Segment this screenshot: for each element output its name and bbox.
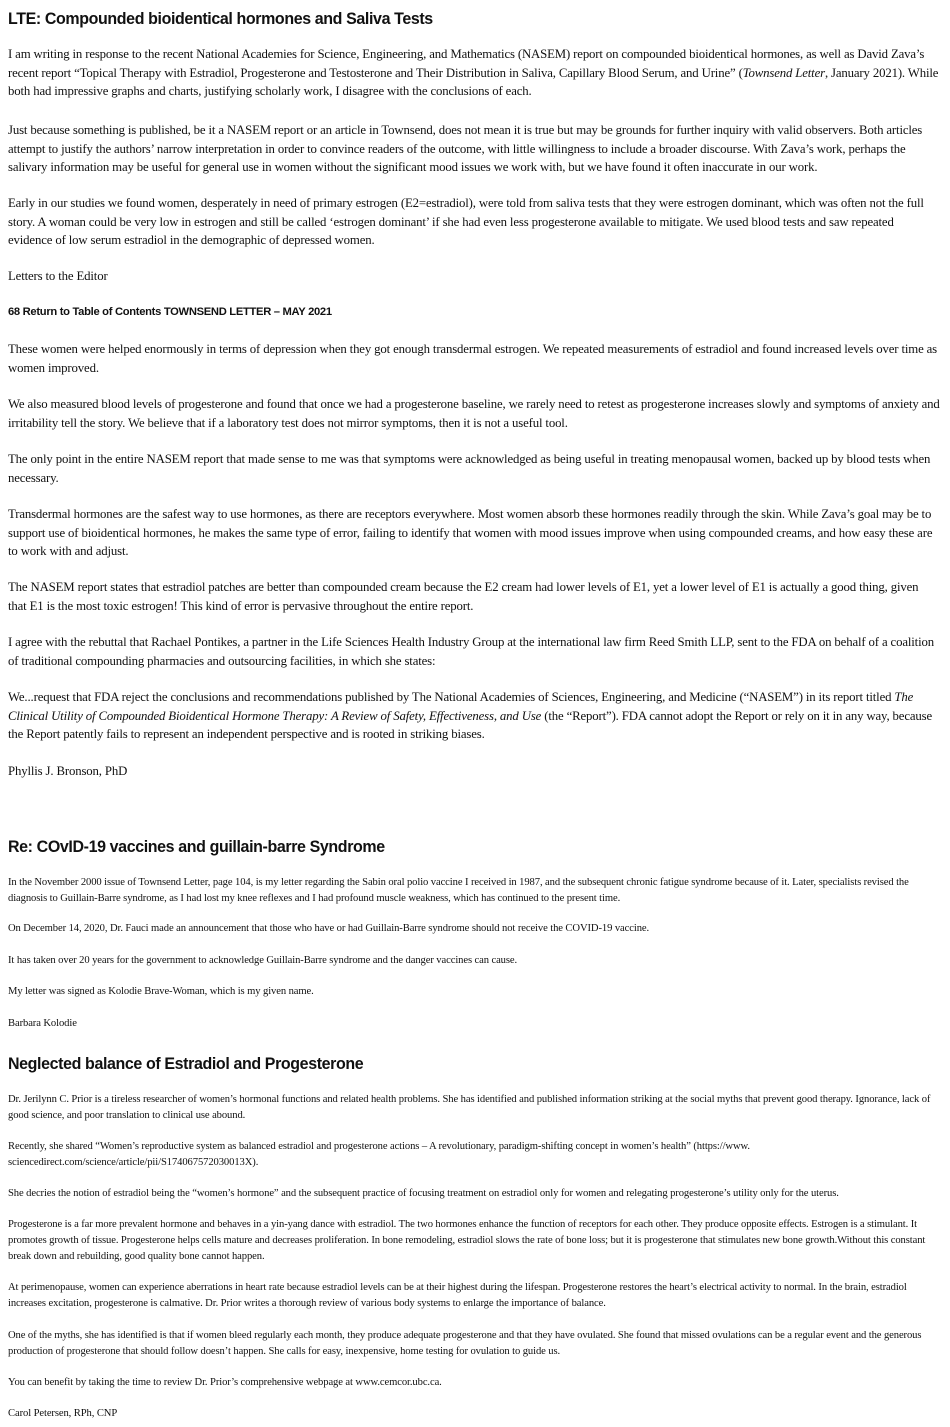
article3-paragraph-3: She decries the notion of estradiol being the “women’s hormone” and the subsequent practice of focusing treatment on estradiol only for women and relegating progesterone’s utility only for the uterus.: [8, 1188, 839, 1199]
article1-paragraph-5: We also measured blood levels of progesterone and found that once we had a progesterone baseline, we rarely need to retest as progesterone increases slowly and symptoms of anxiety and irritability tell the story. We believe that if a laboratory test does not mirror symptoms, then it is not a useful tool.: [8, 397, 940, 430]
article1-quote-italic: The Clinical Utility of Compounded Bioidentical Hormone Therapy: A Review of Safety, Effectiveness, and Use: [8, 690, 914, 723]
article1-paragraph-9: I agree with the rebuttal that Rachael Pontikes, a partner in the Life Sciences Health Industry Group at the international law firm Reed Smith LLP, sent to the FDA on behalf of a coalition of traditional compounding pharmacies and outsourcing facilities, in which she states:: [8, 635, 934, 668]
article1-paragraph-8: The NASEM report states that estradiol patches are better than compounded cream because the E2 cream had lower levels of E1, yet a lower level of E1 is actually a good thing, given that E1 is the most toxic estrogen! This kind of error is pervasive throughout the entire report.: [8, 580, 919, 613]
article3-paragraph-2: Recently, she shared “Women’s reproductive system as balanced estradiol and progesterone actions – A revolutionary, paradigm-shifting concept in women’s health” (https://www. sciencedirect.com/science/article/pii/S174067572030013X).: [8, 1141, 750, 1168]
article1-p1-text-a: I am writing in response to the recent National Academies for Science, Engineering, and Mathematics (NASEM) report on compounded bioidentical hormones, as well as David Zava’s recent report “Topical Therapy with Estradiol, Progesterone and Testosterone and Their Distribution in Saliva, Capillary Blood Serum, and Urine” (: [8, 47, 925, 80]
article1-quote: [8, 688, 940, 744]
article3-title: Neglected balance of Estradiol and Progesterone: [8, 1054, 364, 1073]
article1-paragraph-3: Early in our studies we found women, desperately in need of primary estrogen (E2=estradiol), were told from saliva tests that they were estrogen dominant, which was often not the full story. A woman could be very low in estrogen and still be called ‘estrogen dominant’ if she had even less progesterone available to mitigate. We used blood tests and saw repeated evidence of low serum estradiol in the demographic of depressed women.: [8, 196, 924, 247]
article1-paragraph-7: Transdermal hormones are the safest way to use hormones, as there are receptors everywhere. Most women absorb these hormones readily through the skin. While Zava’s goal may be to support use of bioidentical hormones, he makes the same type of error, failing to identify that women with mood issues improve when using compounded creams, and how easy these are to work with and adjust.: [8, 507, 933, 558]
article3-signature: Carol Petersen, RPh, CNP: [8, 1408, 118, 1419]
article2-title: Re: COvID-19 vaccines and guillain-barre Syndrome: [8, 837, 385, 856]
page-footer-bar: 68 Return to Table of Contents TOWNSEND LETTER – MAY 2021: [8, 306, 332, 318]
article3-paragraph-1: Dr. Jerilynn C. Prior is a tireless researcher of women’s hormonal functions and related health problems. She has identified and published information striking at the social myths that prevent good therapy. Ignorance, lack of good science, and poor translation to clinical use abound.: [8, 1094, 931, 1121]
article1-p1-text-b: , January 2021). While both had impressive graphs and charts, justifying scholarly work, I disagree with the conclusions of each.: [8, 65, 939, 98]
article1-paragraph-2: Just because something is published, be it a NASEM report or an article in Townsend, does not mean it is true but may be grounds for further inquiry with valid observers. Both articles attempt to justify the authors’ narrow interpretation in order to convince readers of the outcome, with little willingness to include a broader discourse. With Zava’s work, perhaps the salivary information may be useful for general use in women without the significant mood issues we work with, but we have found it often inaccurate in our work.: [8, 123, 923, 174]
article3-paragraph-7: You can benefit by taking the time to review Dr. Prior’s comprehensive webpage at www.cemcor.ubc.ca.: [8, 1377, 442, 1388]
article1-paragraph-6: The only point in the entire NASEM report that made sense to me was that symptoms were acknowledged as being useful in treating menopausal women, backed up by blood tests when necessary.: [8, 452, 931, 485]
article1-title: LTE: Compounded bioidentical hormones and Saliva Tests: [8, 9, 433, 28]
article2-signature: Barbara Kolodie: [8, 1018, 77, 1029]
article2-paragraph-4: My letter was signed as Kolodie Brave-Woman, which is my given name.: [8, 986, 314, 997]
article3-paragraph-6: One of the myths, she has identified is that if women bleed regularly each month, they produce adequate progesterone and that they have ovulated. She found that missed ovulations can be a regular event and the generous production of progesterone that should follow doesn’t happen. She calls for easy, inexpensive, home testing for ovulation to guide us.: [8, 1330, 922, 1357]
article3-paragraph-5: At perimenopause, women can experience aberrations in heart rate because estradiol levels can be at their highest during the lifespan. Progesterone restores the heart’s electrical activity to normal. In the brain, estradiol increases excitation, progesterone is calmative. Dr. Prior writes a thorough review of various body systems to enlarge the importance of balance.: [8, 1282, 907, 1309]
article3-paragraph-4: Progesterone is a far more prevalent hormone and behaves in a yin-yang dance with estradiol. The two hormones enhance the function of receptors for each other. They produce opposite effects. Estrogen is a stimulant. It promotes growth of tissue. Progesterone helps cells mature and decreases proliferation. In bone remodeling, estradiol slows the rate of bone loss; but it is progesterone that stimulates new bone growth.Without this constant break down and rebuilding, good quality bone cannot happen.: [8, 1219, 926, 1262]
section-label: Letters to the Editor: [8, 269, 108, 283]
article2-paragraph-2: On December 14, 2020, Dr. Fauci made an announcement that those who have or had Guillain-Barre syndrome should not receive the COVID-19 vaccine.: [8, 923, 650, 934]
article1-p1-italic: Townsend Letter: [742, 65, 825, 80]
article1-quote-text-b: (the “Report”). FDA cannot adopt the Report or rely on it in any way, because the Report patently fails to represent an independent perspective and is rooted in striking biases.: [8, 708, 932, 741]
article1-paragraph-1: [8, 45, 940, 101]
article2-paragraph-3: It has taken over 20 years for the government to acknowledge Guillain-Barre syndrome and the danger vaccines can cause.: [8, 955, 518, 966]
article1-signature: Phyllis J. Bronson, PhD: [8, 764, 128, 778]
article2-paragraph-1: In the November 2000 issue of Townsend Letter, page 104, is my letter regarding the Sabin oral polio vaccine I received in 1987, and the subsequent chronic fatigue syndrome because of it. Later, specialists revised the diagnosis to Guillain-Barre syndrome, as I had lost my knee reflexes and I had profound muscle weakness, which has continued to the present time.: [8, 877, 909, 904]
article1-quote-text-a: We...request that FDA reject the conclusions and recommendations published by The National Academies of Sciences, Engineering, and Medicine (“NASEM”) in its report titled: [8, 690, 895, 704]
article1-paragraph-4: These women were helped enormously in terms of depression when they got enough transdermal estrogen. We repeated measurements of estradiol and found increased levels over time as women improved.: [8, 342, 938, 375]
